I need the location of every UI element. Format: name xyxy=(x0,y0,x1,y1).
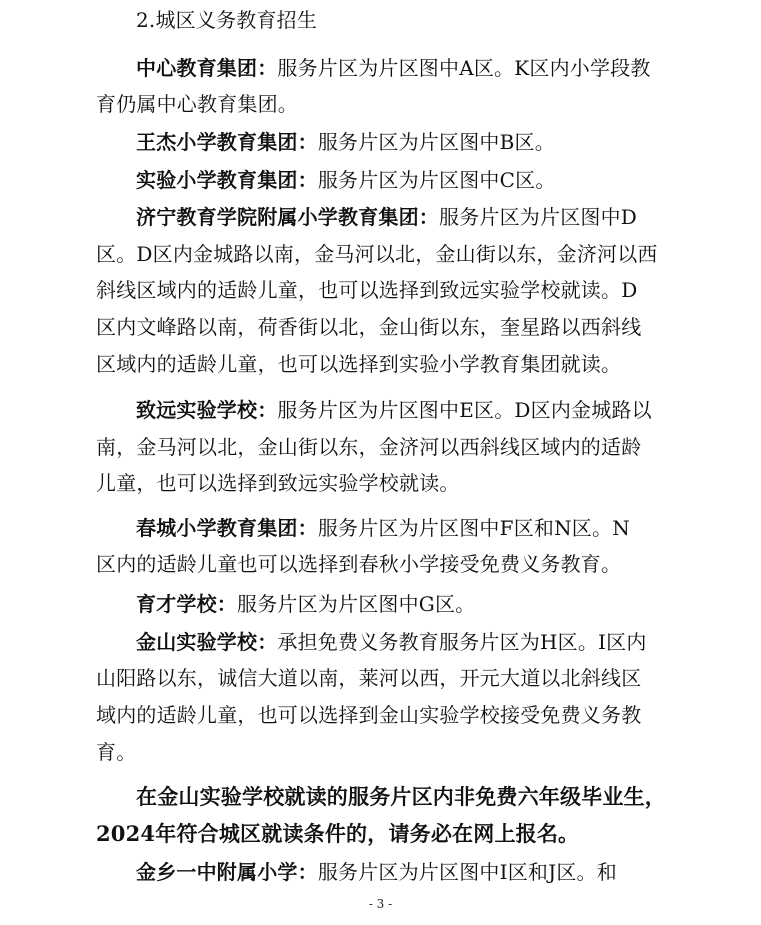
paragraph-zhiyuan-line-1 xyxy=(136,396,652,424)
paragraph-text: 服务片区为片区图中E区。D区内金城路以 xyxy=(277,398,652,422)
paragraph-jinshan-line-3: 域内的适龄儿童，也可以选择到金山实验学校接受免费义务教 xyxy=(96,703,642,727)
paragraph-text: 服务片区为片区图中F区和N区。N xyxy=(317,516,630,540)
paragraph-jining-line-3: 斜线区域内的适龄儿童，也可以选择到致远实验学校就读。D xyxy=(96,278,638,302)
school-name: 实验小学教育集团： xyxy=(136,168,318,192)
school-name: 济宁教育学院附属小学教育集团： xyxy=(136,205,439,229)
paragraph-yucai-line-1 xyxy=(136,590,475,618)
paragraph-jinshan-line-4: 育。 xyxy=(96,740,137,764)
paragraph-shiyan-line-1 xyxy=(136,166,556,194)
paragraph-wangjie-line-1 xyxy=(136,128,555,156)
school-name: 中心教育集团： xyxy=(136,56,278,80)
paragraph-jinshan-line-1 xyxy=(136,628,647,656)
paragraph-jining-line-1 xyxy=(136,203,637,231)
school-name: 育才学校： xyxy=(136,592,237,616)
paragraph-text: 服务片区为片区图中A区。K区内小学段教 xyxy=(277,56,651,80)
paragraph-zhiyuan-line-2: 南，金马河以北，金山街以东，金济河以西斜线区域内的适龄 xyxy=(96,435,642,459)
paragraph-jining-line-2: 区。D区内金城路以南，金马河以北，金山街以东，金济河以西 xyxy=(96,242,658,266)
school-name: 王杰小学教育集团： xyxy=(136,130,318,154)
school-name: 金乡一中附属小学： xyxy=(136,860,318,884)
paragraph-jining-line-4: 区内文峰路以南，荷香街以北，金山街以东，奎星路以西斜线 xyxy=(96,315,642,339)
paragraph-text: 承担免费义务教育服务片区为H区。I区内 xyxy=(277,630,647,654)
paragraph-text: 服务片区为片区图中I区和J区。和 xyxy=(317,860,617,884)
paragraph-chuncheng-line-1 xyxy=(136,514,630,542)
school-name: 春城小学教育集团： xyxy=(136,516,318,540)
paragraph-chuncheng-line-2: 区内的适龄儿童也可以选择到春秋小学接受免费义务教育。 xyxy=(96,552,622,576)
paragraph-text: 服务片区为片区图中C区。 xyxy=(317,168,556,192)
paragraph-zhiyuan-line-3: 儿童，也可以选择到致远实验学校就读。 xyxy=(96,471,460,495)
paragraph-zhongxin-line-1 xyxy=(136,54,651,82)
paragraph-text: 服务片区为片区图中G区。 xyxy=(237,592,476,616)
paragraph-jinxiang-line-1 xyxy=(136,858,617,886)
school-name: 致远实验学校： xyxy=(136,398,278,422)
school-name: 金山实验学校： xyxy=(136,630,278,654)
paragraph-zhongxin-line-2: 育仍属中心教育集团。 xyxy=(96,92,298,116)
page-number: - 3 - xyxy=(368,897,393,911)
paragraph-text: 服务片区为片区图中D xyxy=(439,205,638,229)
paragraph-text: 服务片区为片区图中B区。 xyxy=(317,130,555,154)
section-heading: 2.城区义务教育招生 xyxy=(136,8,318,32)
notice-line-1: 在金山实验学校就读的服务片区内非免费六年级毕业生， xyxy=(136,784,666,809)
notice-line-2: 2024年符合城区就读条件的，请务必在网上报名。 xyxy=(96,821,580,846)
paragraph-jinshan-line-2: 山阳路以东，诚信大道以南，莱河以西，开元大道以北斜线区 xyxy=(96,666,642,690)
paragraph-jining-line-5: 区域内的适龄儿童，也可以选择到实验小学教育集团就读。 xyxy=(96,352,622,376)
